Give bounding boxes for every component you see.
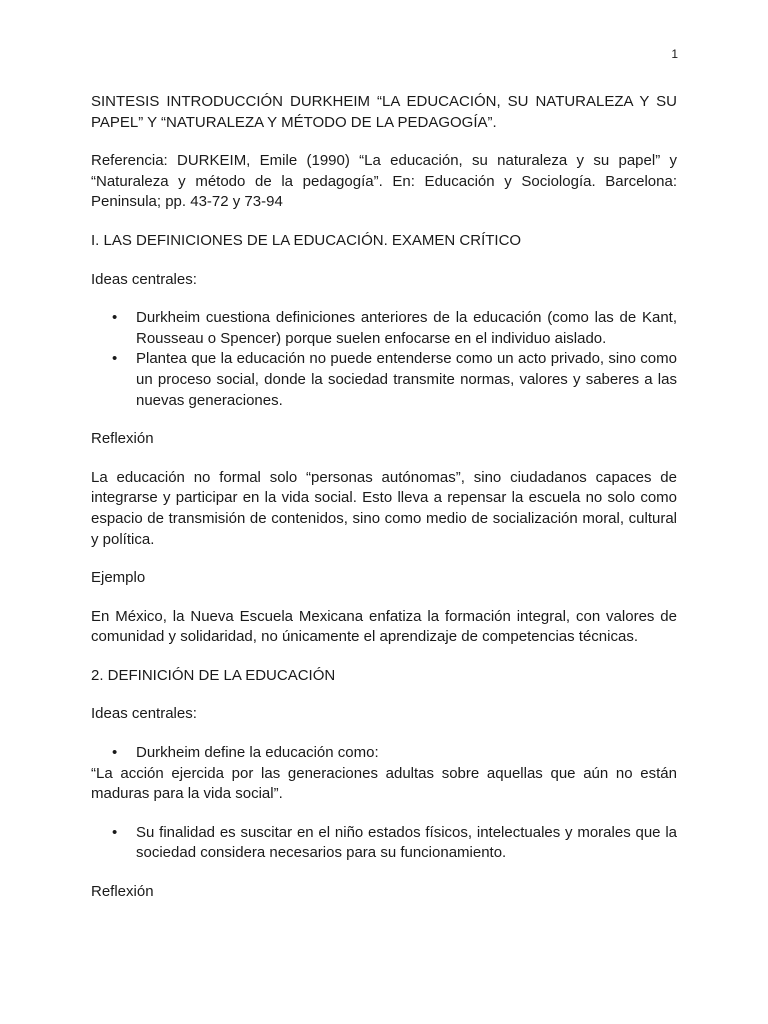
section2-bullet-list-a <box>91 743 677 764</box>
list-item: • Durkheim cuestiona definiciones anteriores de la educación (como las de Kant, Rousseau o Spencer) porque suelen enfocarse en el individuo aislado. <box>91 308 677 349</box>
section2-bullet-list-b <box>91 823 677 864</box>
section2-heading: 2. DEFINICIÓN DE LA EDUCACIÓN <box>91 666 336 684</box>
section1-reflection-label: Reflexión <box>91 430 154 448</box>
page-number: 1 <box>671 47 678 61</box>
section1-bullet-list <box>91 308 677 411</box>
section1-example-label: Ejemplo <box>91 569 146 587</box>
document-body <box>91 92 677 921</box>
list-item: • Durkheim define la educación como: <box>91 743 677 764</box>
section2-reflection-label: Reflexión <box>91 883 154 901</box>
section1-reflection-text: La educación no formal solo “personas autónomas”, sino ciudadanos capaces de integrarse y participar en la vida social. Esto lleva a repensar la escuela no solo como espacio de transmisión de contenidos, sino como medio de socialización moral, cultural y política. <box>91 468 677 548</box>
list-item: • Su finalidad es suscitar en el niño estados físicos, intelectuales y morales que la sociedad considera necesarios para su funcionamiento. <box>91 823 677 864</box>
section1-ideas-label: Ideas centrales: <box>91 270 197 288</box>
document-title: SINTESIS INTRODUCCIÓN DURKHEIM “LA EDUCACIÓN, SU NATURALEZA Y SU PAPEL” Y “NATURALEZA Y MÉTODO DE LA PEDAGOGÍA”. <box>91 93 677 131</box>
section2-ideas-label: Ideas centrales: <box>91 705 197 723</box>
definition-quote: “La acción ejercida por las generaciones adultas sobre aquellas que aún no están maduras para la vida social”. <box>91 764 677 803</box>
section1-heading: I. LAS DEFINICIONES DE LA EDUCACIÓN. EXAMEN CRÍTICO <box>91 231 522 249</box>
list-item: • Plantea que la educación no puede entenderse como un acto privado, sino como un proceso social, donde la sociedad transmite normas, valores y saberes a las nuevas generaciones. <box>91 349 677 411</box>
reference-paragraph: Referencia: DURKEIM, Emile (1990) “La educación, su naturaleza y su papel” y “Naturaleza y método de la pedagogía”. En: Educación y Sociología. Barcelona: Peninsula; pp. 43-72 y 73-94 <box>91 152 677 211</box>
section1-example-text: En México, la Nueva Escuela Mexicana enfatiza la formación integral, con valores de comunidad y solidaridad, no únicamente el aprendizaje de competencias técnicas. <box>91 607 677 646</box>
